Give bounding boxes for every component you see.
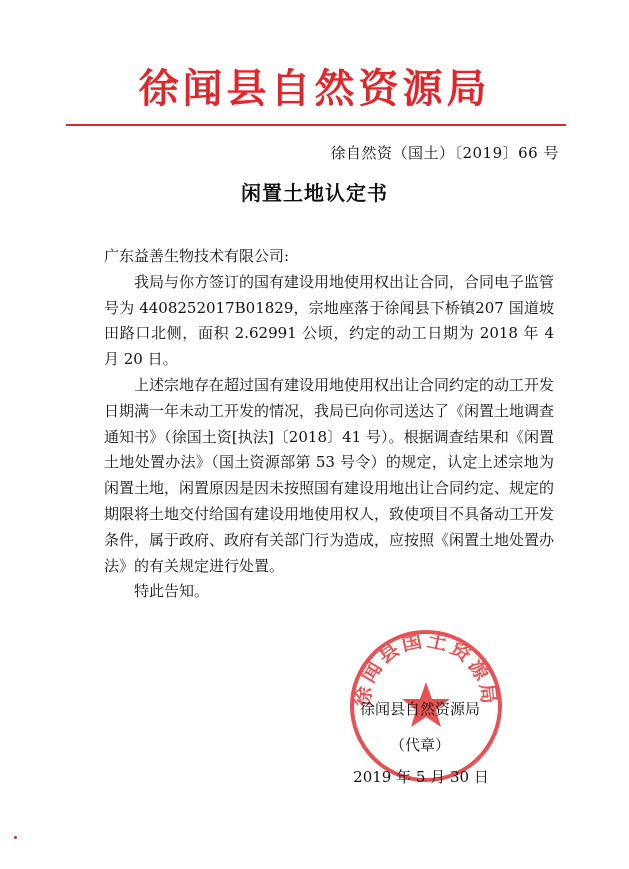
scan-speck: [14, 836, 17, 839]
document-title: 闲置土地认定书: [241, 181, 388, 205]
seal-note: （代章）: [389, 736, 450, 754]
org-header-title: 徐闻县自然资源局: [138, 66, 491, 112]
red-header-rule: [66, 124, 566, 126]
seal-text: 徐闻县国土资源局: [350, 627, 502, 709]
paragraph-contract: 我局与你方签订的国有建设用地使用权出让合同，合同电子监管号为 4408252017B01829，宗地座落于徐闻县下桥镇207 国道坡田路口北侧，面积 2.62991 公顷，约定的动工日期为 2018 年 4 月 20 日。: [104, 272, 555, 369]
paragraph-determination: 上述宗地存在超过国有建设用地使用权出让合同约定的动工开发日期满一年未动工开发的情况，我局已向你司送达了《闲置土地调查通知书》（徐国土资[执法]〔2018〕41 号）。根据调查结果和《闲置土地处置办法》（国土资源部第 53 号令）的规定，认定上述宗地为闲置土地，闲置原因是因未按照国有建设用地出让合同约定、规定的期限将土地交付给国有建设用地使用权人，致使项目不具备动工开发条件，属于政府、政府有关部门行为造成，应按照《闲置土地处置办法》的有关规定进行处置。: [104, 375, 555, 575]
paragraph-closing: 特此告知。: [134, 582, 210, 601]
document-number: 徐自然资（国土）〔2019〕66 号: [330, 144, 559, 162]
signer-name: 徐闻县自然资源局: [359, 700, 480, 718]
recipient-line: 广东益善生物技术有限公司:: [104, 247, 290, 265]
document-body: [104, 244, 554, 605]
signing-date: 2019 年 5 月 30 日: [353, 768, 489, 786]
